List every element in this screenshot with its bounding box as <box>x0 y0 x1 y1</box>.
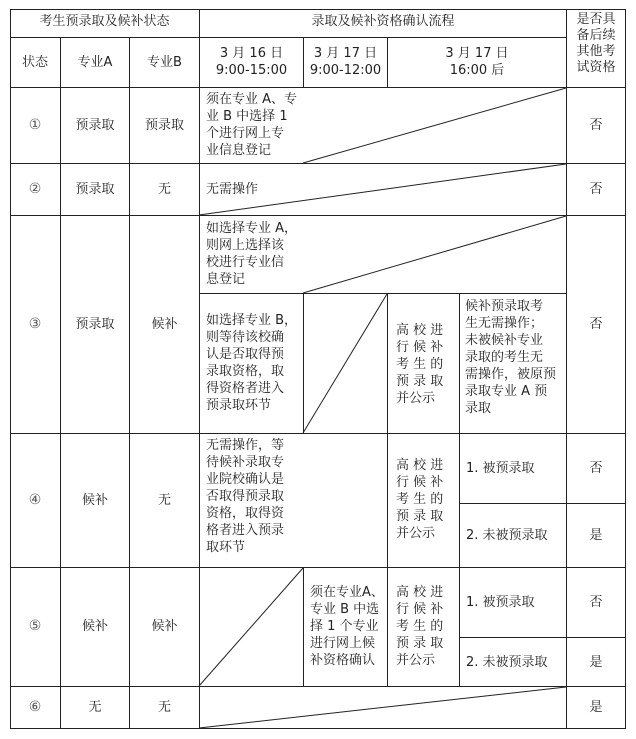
major-a-status: 预录取 <box>75 118 115 133</box>
major-a-status: 候补 <box>81 493 108 508</box>
header-major-b: 专业B <box>147 55 182 70</box>
step-2-text: 须在专业A、 专业 B 中选 择 1 个专业 进行网上候 补资格确认 <box>310 585 384 668</box>
eligible-value: 否 <box>589 317 603 332</box>
empty-cell-diagonal <box>303 88 566 163</box>
row-number: ② <box>28 181 42 197</box>
major-b-status: 无 <box>157 493 171 508</box>
step-1-text: 须在专业 A、专 业 B 中选择 1 个进行网上专 业信息登记 <box>206 92 298 158</box>
eligible-value: 是 <box>589 528 603 543</box>
step-1-text: 无需操作 <box>206 182 259 197</box>
eligible-value: 否 <box>589 595 603 610</box>
major-a-status: 无 <box>88 700 102 715</box>
eligible-value: 否 <box>589 118 603 133</box>
major-b-status: 无 <box>157 700 171 715</box>
row-number: ⑥ <box>28 699 42 715</box>
header-date-1: 3 月 16 日 9:00-15:00 <box>215 46 288 78</box>
row-number: ⑤ <box>28 618 42 634</box>
header-date-2: 3 月 17 日 9:00-12:00 <box>309 46 382 78</box>
result-not-admitted: 2. 未被预录取 <box>466 655 548 670</box>
step-3-text: 候补预录取考 生无需操作； 未被候补专业 录取的考生无 需操作，被原预 录取专业 A 预 录取 <box>465 299 557 416</box>
major-a-status: 预录取 <box>75 182 115 197</box>
major-b-status: 预录取 <box>144 118 184 133</box>
header-process-group: 录取及候补资格确认流程 <box>311 14 455 29</box>
row-number: ③ <box>28 316 42 332</box>
row-number: ① <box>28 117 42 133</box>
row-number: ④ <box>28 492 42 508</box>
empty-cell-diagonal <box>199 568 303 686</box>
major-a-status: 候补 <box>81 619 108 634</box>
major-b-status: 候补 <box>151 317 178 332</box>
major-b-status: 候补 <box>151 619 178 634</box>
step-1-option-a: 如选择专业 A， 则网上选择该 校进行专业信 息登记 <box>206 221 298 287</box>
eligible-value: 是 <box>589 655 603 670</box>
major-a-status: 预录取 <box>75 317 115 332</box>
step-1-text: 无需操作，等 待候补录取专 业院校确认是 否取得预录取 资格，取得资 格者进入预录 取环节 <box>206 438 285 555</box>
empty-cell-diagonal <box>303 294 387 433</box>
eligible-value: 否 <box>589 461 603 476</box>
header-eligibility: 是否具 备后续 其他考 试资格 <box>576 12 616 75</box>
empty-cell-diagonal <box>199 687 566 728</box>
header-status: 状态 <box>21 55 48 70</box>
header-status-group: 考生预录取及候补状态 <box>39 14 170 29</box>
header-major-a: 专业A <box>77 55 113 70</box>
result-not-admitted: 2. 未被预录取 <box>466 528 548 543</box>
empty-cell-diagonal <box>303 216 566 293</box>
result-admitted: 1. 被预录取 <box>466 595 535 610</box>
step-2-text: 高 校 进 行 候 补 考 生 的 预 录 取 并公示 <box>396 458 444 541</box>
header-date-3: 3 月 17 日 16:00 后 <box>445 46 509 78</box>
step-2-text: 高 校 进 行 候 补 考 生 的 预 录 取 并公示 <box>396 323 444 406</box>
eligible-value: 是 <box>589 700 603 715</box>
major-b-status: 无 <box>157 182 171 197</box>
eligible-value: 否 <box>589 182 603 197</box>
step-2-announce-text: 高 校 进 行 候 补 考 生 的 预 录 取 并公示 <box>396 585 444 668</box>
result-admitted: 1. 被预录取 <box>466 461 535 476</box>
step-1-option-b: 如选择专业 B， 则等待该校确 认是否取得预 录取资格，取 得资格者进入 预录取环节 <box>206 313 298 413</box>
